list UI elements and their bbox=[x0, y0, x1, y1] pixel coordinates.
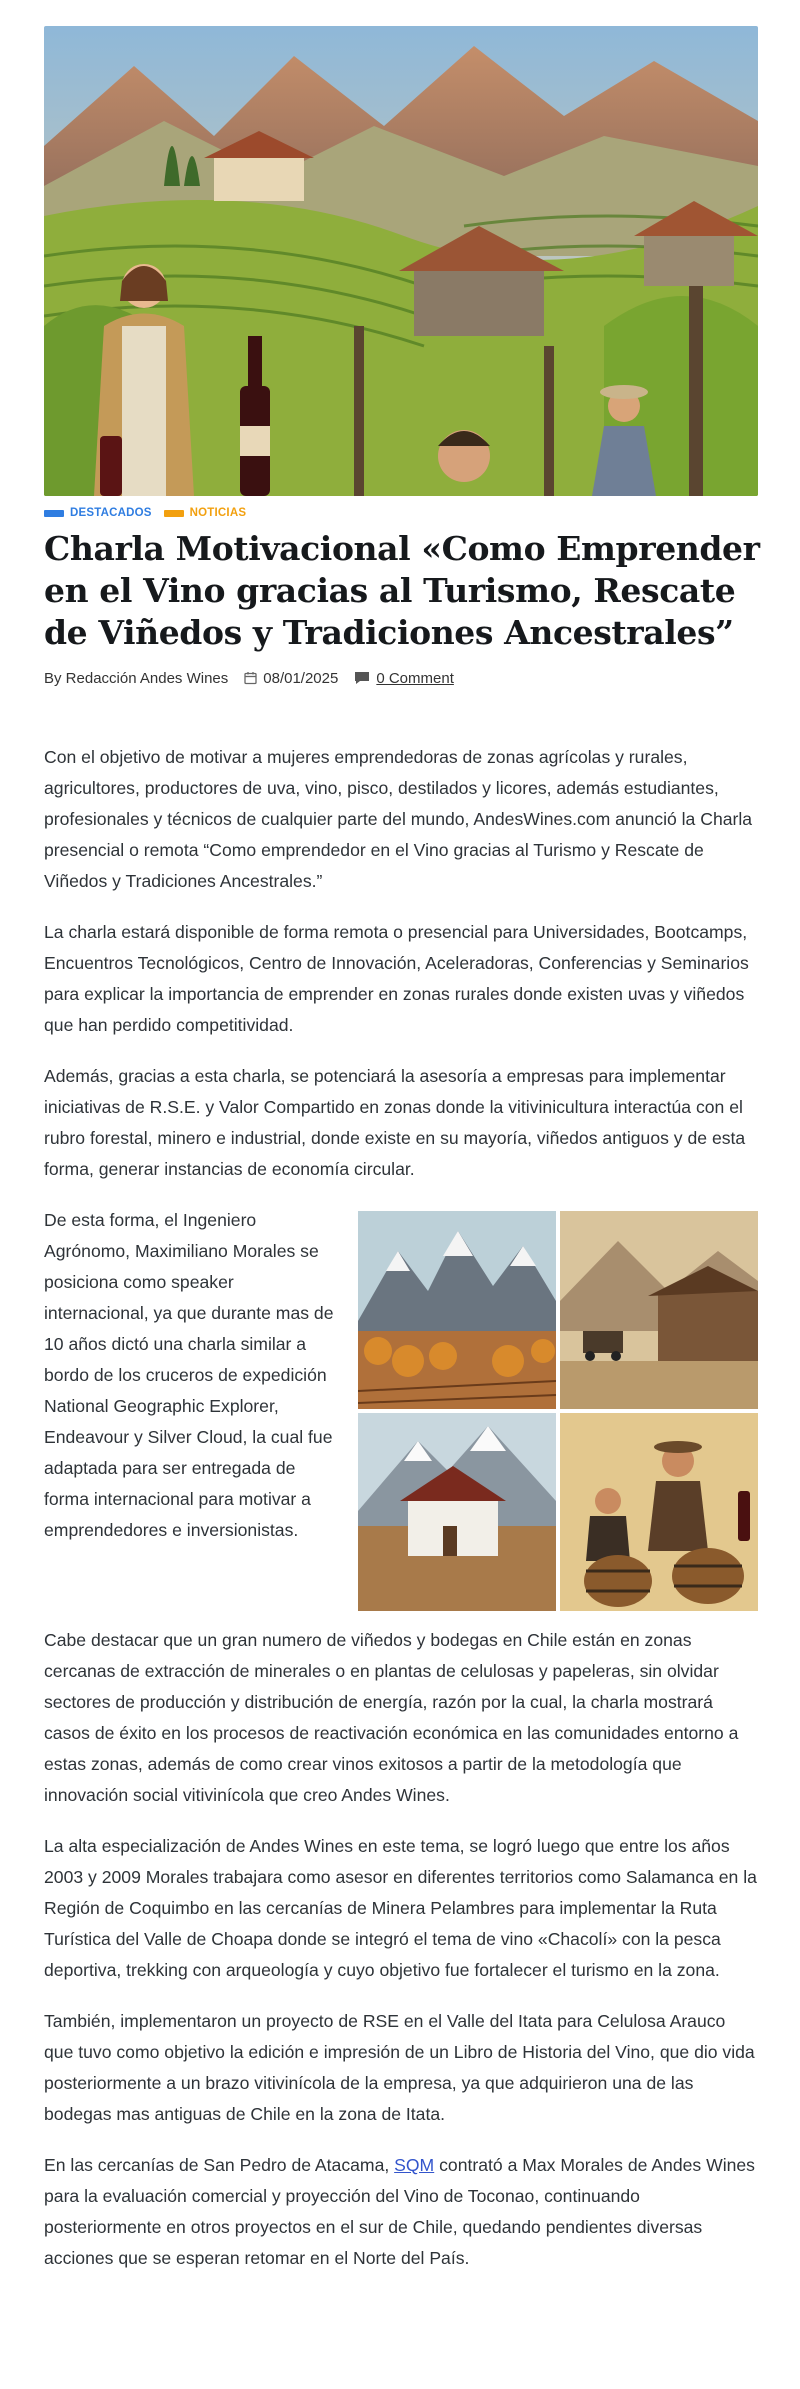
paragraph: Además, gracias a esta charla, se potenciará la asesoría a empresas para implementar iniciativas de R.S.E. y Valor Compartido en zonas donde la vitivinicultura interactúa con el rubro forestal, minero e industrial, donde existe en su mayoría, viñedos antiguos y de esta forma, generar instancias de economía circular. bbox=[44, 1066, 746, 1179]
article-body bbox=[44, 742, 758, 2294]
sqm-link[interactable]: SQM bbox=[394, 2155, 435, 2175]
post-date: 08/01/2025 bbox=[263, 669, 339, 687]
paragraph-text: En las cercanías de San Pedro de Atacama, bbox=[44, 2155, 395, 2175]
paragraph: Con el objetivo de motivar a mujeres emprendedoras de zonas agrícolas y rurales, agricultores, productores de uva, vino, pisco, destilados y licores, además estudiantes, profesionales y técnicos de cualquier parte del mundo, AndesWines.com anunció la Charla presencial o remota “Como emprendedor en el Vino gracias al Turismo y Rescate de Viñedos y Tradiciones Ancestrales.” bbox=[44, 747, 753, 891]
hero-image[interactable] bbox=[44, 26, 758, 496]
category-label: DESTACADOS bbox=[70, 507, 152, 519]
comment-icon bbox=[354, 671, 370, 685]
paragraph: Cabe destacar que un gran numero de viñedos y bodegas en Chile están en zonas cercanas de extracción de minerales o en plantas de celulosas y papeleras, sin olvidar sectores de producción y distribución de energía, razón por la cual, la charla mostrará casos de éxito en los procesos de reactivación económica en las comunidades entorno a estas zonas, además de como crear vinos exitosos a partir de la metodología que innovación social vitivinícola que creo Andes Wines. bbox=[44, 1630, 739, 1805]
article-title: Charla Motivacional «Como Emprender en el Vino gracias al Turismo, Rescate de Viñedos y Tradiciones Ancestrales” bbox=[44, 529, 760, 652]
vineyard-painting-icon bbox=[44, 26, 758, 496]
category-label: NOTICIAS bbox=[189, 507, 247, 519]
category-color-bar bbox=[164, 510, 184, 517]
article-meta bbox=[44, 668, 454, 688]
collage-image[interactable] bbox=[358, 1211, 758, 1611]
paragraph: De esta forma, el Ingeniero Agrónomo, Maximiliano Morales se posiciona como speaker internacional, ya que durante mas de 10 años dictó una charla similar a bordo de los cruceros de expedición National Geographic Explorer, Endeavour y Silver Cloud, la cual fue adaptada para ser entregada de forma internacional para motivar a emprendedores e inversionistas. bbox=[44, 1210, 334, 1540]
category-noticias[interactable] bbox=[164, 507, 247, 519]
category-tags bbox=[44, 506, 246, 520]
category-destacados[interactable] bbox=[44, 507, 152, 519]
chile-collage-icon bbox=[358, 1211, 758, 1611]
paragraph: La alta especialización de Andes Wines en este tema, se logró luego que entre los años 2003 y 2009 Morales trabajara como asesor en diferentes territorios como Salamanca en la Región de Coquimbo en las cercanías de Minera Pelambres para implementar la Ruta Turística del Valle de Choapa donde se integró el tema de vino «Chacolí» con la pesca deportiva, trekking con arqueología y cuyo objetivo fue fortalecer el turismo en la zona. bbox=[44, 1836, 757, 1980]
paragraph: La charla estará disponible de forma remota o presencial para Universidades, Bootcamps, Encuentros Tecnológicos, Centro de Innovación, Aceleradoras, Conferencias y Seminarios para explicar la importancia de emprender en zonas rurales donde existen uvas y viñedos que han perdido competitividad. bbox=[44, 922, 749, 1035]
author-label[interactable]: By Redacción Andes Wines bbox=[44, 669, 229, 687]
paragraph-with-link bbox=[44, 2150, 758, 2274]
calendar-icon bbox=[244, 671, 257, 685]
category-color-bar bbox=[44, 510, 64, 517]
comments-link[interactable]: 0 Comment bbox=[376, 669, 454, 687]
paragraph-text: contrató a Max Morales de Andes Wines para la evaluación comercial y proyección del Vino de Toconao, continuando posteriormente en otros proyectos en el sur de Chile, quedando pendientes diversas acciones que se esperan retomar en el Norte del País. bbox=[44, 2155, 755, 2268]
paragraph: También, implementaron un proyecto de RSE en el Valle del Itata para Celulosa Arauco que tuvo como objetivo la edición e impresión de un Libro de Historia del Vino, que dio vida posteriormente a un brazo vitivinícola de la empresa, ya que adquirieron una de las bodegas mas antiguas de Chile en la zona de Itata. bbox=[44, 2011, 755, 2124]
